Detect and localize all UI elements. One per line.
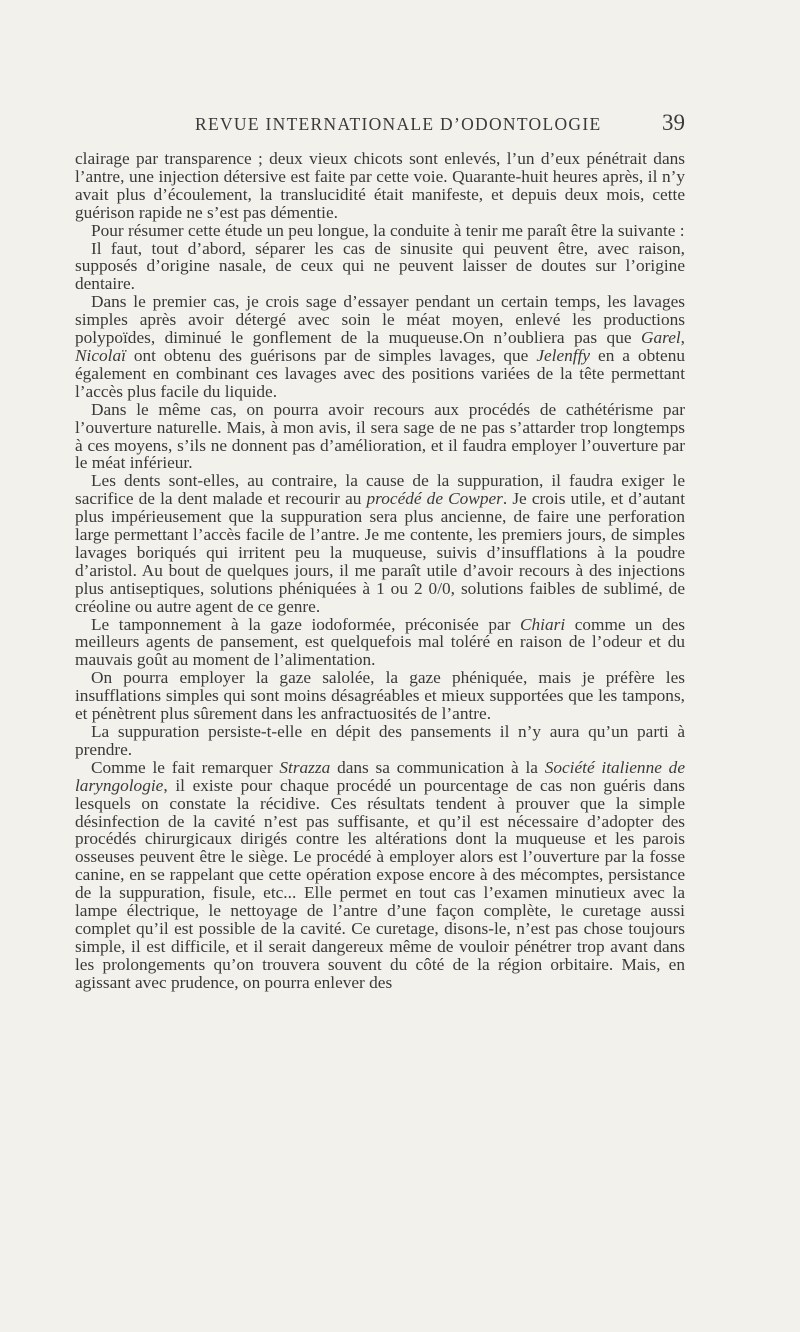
paragraph <box>75 150 685 222</box>
text-run: Pour résumer cette étude un peu longue, la conduite à tenir me paraît être la suivante : <box>91 220 685 240</box>
italic-text: procédé de Cowper <box>366 489 503 509</box>
paragraph <box>75 669 685 723</box>
paragraph <box>75 222 685 240</box>
text-run: dans sa communication à la <box>330 757 545 777</box>
body-text <box>75 150 685 992</box>
page-number: 39 <box>662 110 685 135</box>
italic-text: Garel <box>640 328 681 348</box>
text-run: comme un des meilleurs agents de pansement, est quelquefois mal toléré en raison de l’odeur et du mauvais goût au moment de l’alimentation. <box>75 614 685 670</box>
paragraph <box>75 472 685 615</box>
text-run: . Je crois utile, et d’autant plus impérieusement que la suppuration sera plus ancienne, de faire une perforation large permettant l’accès facile de l’antre. Je me contente, les premiers jours, de simples lavages boriqués qui irritent peu la muqueuse, suivis d’insufflations à la poudre d’aristol. Au bout de quelques jours, il me paraît utile d’avoir recours à des injections plus antiseptiques, solutions phéniquées à 1 ou 2 0/0, solutions faibles de sublimé, de créoline ou autre agent de ce genre. <box>75 489 685 616</box>
paragraph <box>75 723 685 759</box>
text-run: Les dents sont-elles, au contraire, la cause de la suppuration, il faudra exiger le sacrifice de la dent malade et recourir au <box>75 471 685 509</box>
text-run: Dans le même cas, on pourra avoir recours aux procédés de cathétérisme par l’ouverture naturelle. Mais, à mon avis, il sera sage de ne pas s’attarder trop longtemps à ces moyens, s’ils ne donnent pas d’amélioration, et il faudra employer l’ouverture par le méat inférieur. <box>75 399 685 473</box>
text-run: Le tamponnement à la gaze iodoformée, préconisée par <box>91 614 521 634</box>
italic-text: Nicolaï <box>75 345 126 365</box>
text-run: Dans le premier cas, je crois sage d’essayer pendant un certain temps, les lavages simples après avoir détergé avec soin le méat moyen, enlevé les productions polypoïdes, diminué le gonflement de la muqueuse.On n’oubliera pas que <box>75 292 685 348</box>
text-run: , <box>680 328 685 348</box>
paragraph <box>75 401 685 473</box>
text-run: en a obtenu également en combinant ces lavages avec des positions variées de la tête permettant l’accès plus facile du liquide. <box>75 345 685 401</box>
text-run: clairage par transparence ; deux vieux chicots sont enlevés, l’un d’eux pénétrait dans l’antre, une injection détersive est faite par cette voie. Quarante-huit heures après, il n’y avait plus d’écoulement, la translucidité était manifeste, et depuis deux mois, cette guérison rapide ne s’est pas démentie. <box>75 149 685 222</box>
text-run: On pourra employer la gaze salolée, la gaze phéniquée, mais je préfère les insufflations simples qui sont moins désagréables et mieux supportées que les tampons, et pénètrent plus sûrement dans les anfractuosités de l’antre. <box>75 668 685 724</box>
text-run: ont obtenu des guérisons par de simples lavages, que <box>125 345 537 365</box>
text-run: La suppuration persiste-t-elle en dépit des pansements il n’y aura qu’un parti à prendre. <box>75 722 685 759</box>
paragraph <box>75 616 685 670</box>
paragraph <box>75 240 685 294</box>
running-header <box>75 110 685 140</box>
paragraph <box>75 759 685 992</box>
text-run: Comme le fait remarquer <box>91 757 280 777</box>
italic-text: Chiari <box>520 614 566 634</box>
italic-text: Jelenffy <box>536 345 591 365</box>
journal-title: REVUE INTERNATIONALE D’ODONTOLOGIE <box>195 114 602 134</box>
italic-text: Société italienne de laryngologie <box>75 757 685 795</box>
italic-text: Strazza <box>279 757 331 777</box>
paragraph <box>75 293 685 400</box>
text-run: , il existe pour chaque procédé un pourcentage de cas non guéris dans lesquels on constate la récidive. Ces résultats tendent à prouver que la simple désinfection de la cavité n’est pas suffisante, et qu’il est nécessaire d’adopter des procédés chirurgicaux dirigés contre les altérations dont la muqueuse et les parois osseuses peuvent être le siège. Le procédé à employer alors est l’ouverture par la fosse canine, en se rappelant que cette opération expose encore à des mécomptes, persistance de la suppuration, fisule, etc... Elle permet en tout cas l’examen minutieux avec la lampe électrique, le nettoyage de l’antre d’une façon complète, le curetage aussi complet qu’il est possible de la cavité. Ce curetage, disons-le, n’est pas chose toujours simple, il est difficile, et il serait dangereux même de vouloir pénétrer trop avant dans les prolongements qu’on trouvera souvent du côté de la région orbitaire. Mais, en agissant avec prudence, on pourra enlever des <box>75 775 685 992</box>
text-run: Il faut, tout d’abord, séparer les cas de sinusite qui peuvent être, avec raison, supposés d’origine nasale, de ceux qui ne peuvent laisser de doutes sur l’origine dentaire. <box>75 238 685 294</box>
